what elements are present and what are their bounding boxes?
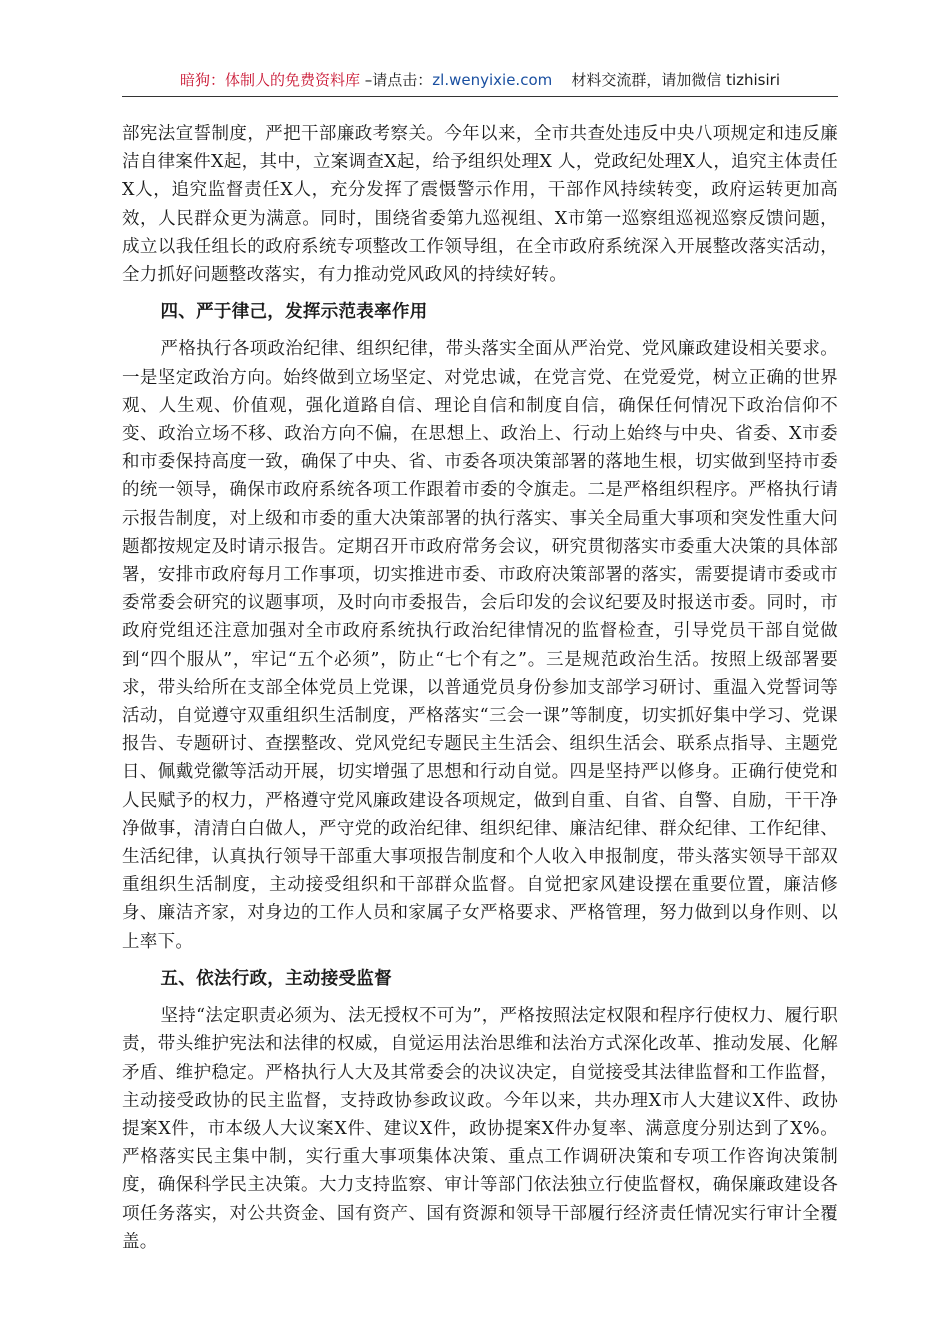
section-heading-5: 五、依法行政，主动接受监督 (160, 968, 392, 989)
section-heading-4: 四、严于律己，发挥示范表率作用 (160, 302, 428, 323)
header-divider (122, 96, 838, 97)
site-name: 暗狗：体制人的免费资料库 (180, 71, 361, 89)
link-prompt: –请点击： (360, 71, 433, 89)
site-url-link[interactable]: zl.wenyixie.com (432, 71, 553, 89)
document-body (122, 120, 838, 1256)
paragraph-rule-of-law: 坚持“法定职责必须为、法无授权不可为”，严格按照法定权限和程序行使权力、履行职责，带头维护宪法和法律的权威，自觉运用法治思维和法治方式深化改革、推动发展、化解矛盾、维护稳定。严格执行人大及其常委会的决议决定，自觉接受其法律监督和工作监督，主动接受政协的民主监督，支持政协参政议政。今年以来，共办理X市人大建议X件、政协提案X件，市本级人大议案X件、建议X件，政协提案X件办复率、满意度分别达到了X%。严格落实民主集中制，实行重大事项集体决策、重点工作调研决策和专项工作咨询决策制度，确保科学民主决策。大力支持监察、审计等部门依法独立行使监督权，确保廉政建设各项任务落实，对公共资金、国有资产、国有资源和领导干部履行经济责任情况实行审计全覆盖。 (122, 1006, 838, 1252)
paragraph-continuation: 部宪法宣誓制度，严把干部廉政考察关。今年以来，全市共查处违反中央八项规定和违反廉洁自律案件X起，其中，立案调查X起，给予组织处理X 人，党政纪处理X人，追究主体责任X人，追究监督责任X人，充分发挥了震慑警示作用，干部作风持续转变，政府运转更加高效，人民群众更为满意。同时，围绕省委第九巡视组、X市第一巡察组巡视巡察反馈问题，成立以我任组长的政府系统专项整改工作领导组，在全市政府系统深入开展整改落实活动，全力抓好问题整改落实，有力推动党风政风的持续好转。 (122, 124, 838, 286)
page-header (122, 68, 838, 92)
group-contact-text: 材料交流群，请加微信 tizhisiri (571, 71, 780, 89)
paragraph-self-discipline: 严格执行各项政治纪律、组织纪律，带头落实全面从严治党、党风廉政建设相关要求。一是坚定政治方向。始终做到立场坚定、对党忠诚，在党言党、在党爱党，树立正确的世界观、人生观、价值观，强化道路自信、理论自信和制度自信，确保任何情况下政治信仰不变、政治立场不移、政治方向不偏，在思想上、政治上、行动上始终与中央、省委、X市委和市委保持高度一致，确保了中央、省、市委各项决策部署的落地生根，切实做到坚持市委的统一领导，确保市政府系统各项工作跟着市委的令旗走。二是严格组织程序。严格执行请示报告制度，对上级和市委的重大决策部署的执行落实、事关全局重大事项和突发性重大问题都按规定及时请示报告。定期召开市政府常务会议，研究贯彻落实市委重大决策的具体部署，安排市政府每月工作事项，切实推进市委、市政府决策部署的落实，需要提请市委或市委常委会研究的议题事项，及时向市委报告，会后印发的会议纪要及时报送市委。同时，市政府党组还注意加强对全市政府系统执行政治纪律情况的监督检查，引导党员干部自觉做到“四个服从”，牢记“五个必须”，防止“七个有之”。三是规范政治生活。按照上级部署要求，带头给所在支部全体党员上党课，以普通党员身份参加支部学习研讨、重温入党誓词等活动，自觉遵守双重组织生活制度，严格落实“三会一课”等制度，切实抓好集中学习、党课报告、专题研讨、查摆整改、党风党纪专题民主生活会、组织生活会、联系点指导、主题党日、佩戴党徽等活动开展，切实增强了思想和行动自觉。四是坚持严以修身。正确行使党和人民赋予的权力，严格遵守党风廉政建设各项规定，做到自重、自省、自警、自励，干干净净做事，清清白白做人，严守党的政治纪律、组织纪律、廉洁纪律、群众纪律、工作纪律、生活纪律，认真执行领导干部重大事项报告制度和个人收入申报制度，带头落实领导干部双重组织生活制度，主动接受组织和干部群众监督。自觉把家风建设摆在重要位置，廉洁修身、廉洁齐家，对身边的工作人员和家属子女严格要求、严格管理，努力做到以身作则、以上率下。 (122, 339, 838, 952)
